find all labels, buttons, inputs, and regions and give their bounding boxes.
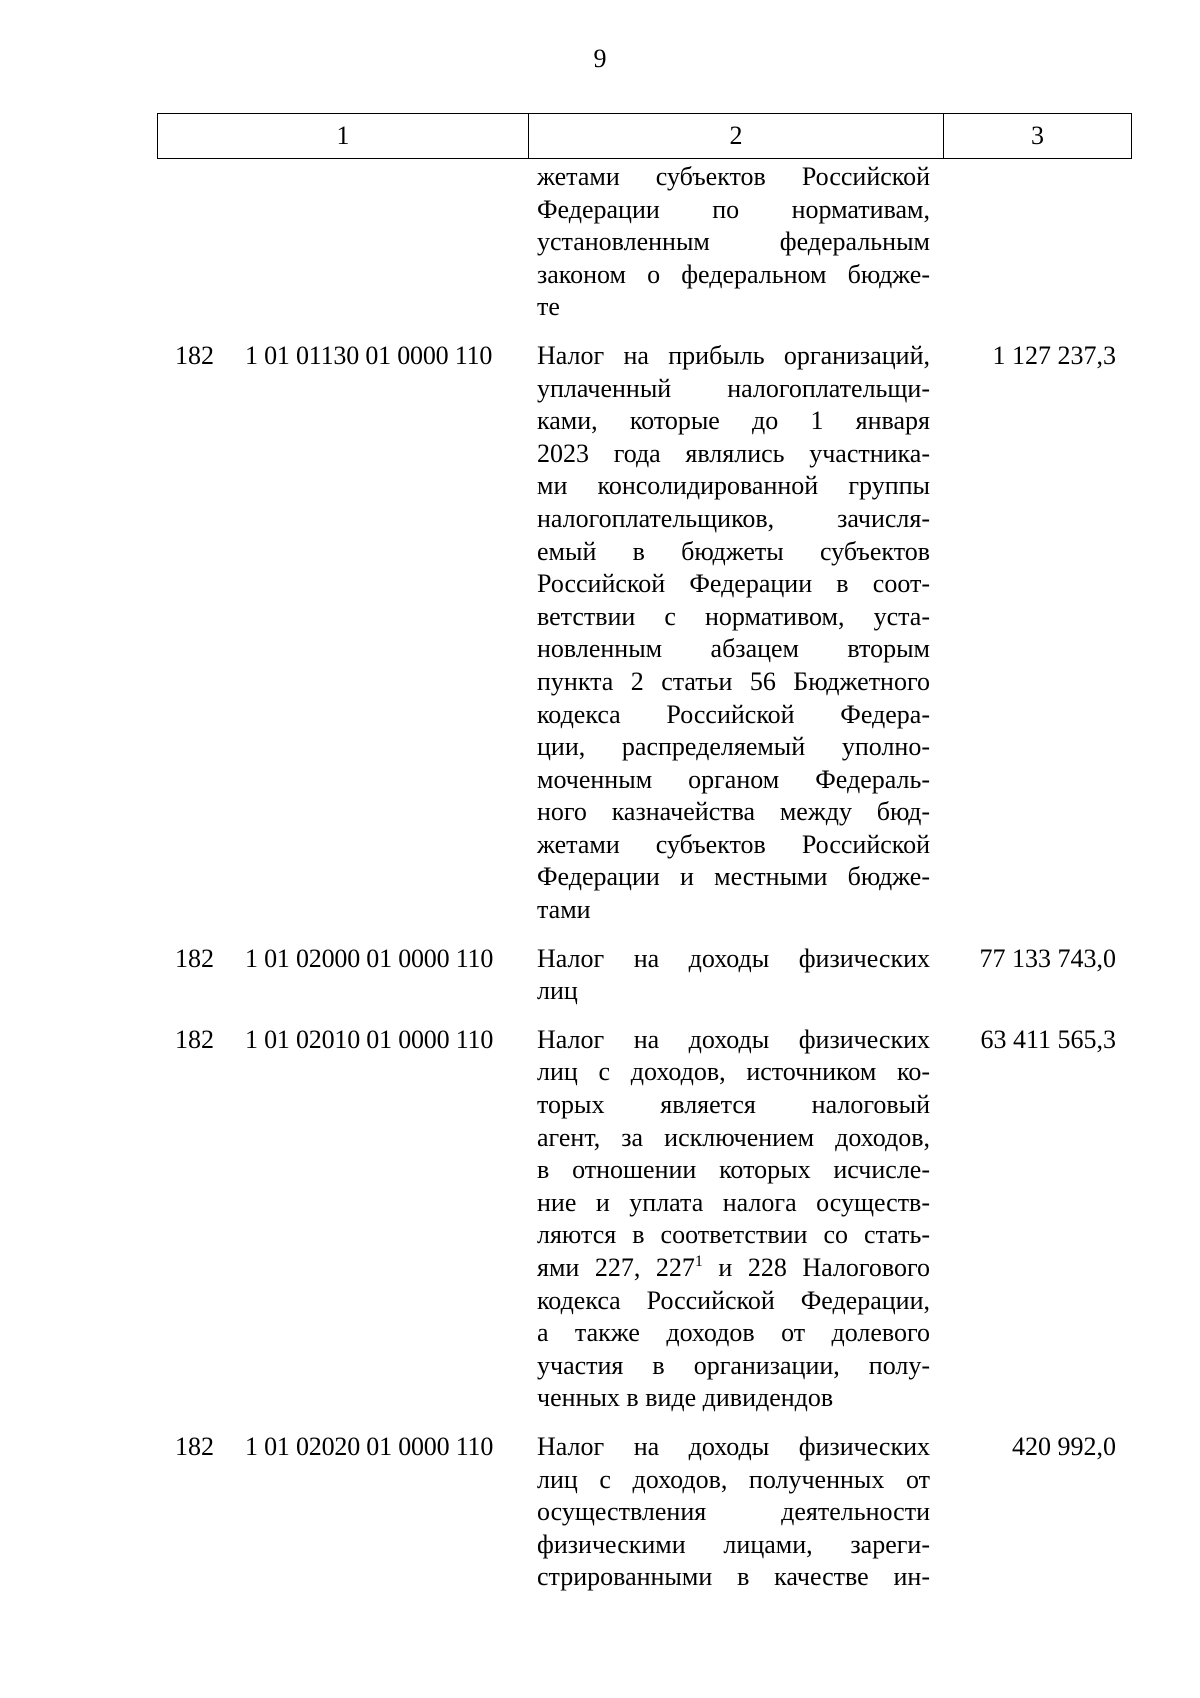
- text-line: тами: [537, 895, 591, 925]
- text-line: Федерации по нормативам,: [537, 194, 930, 224]
- budget-code: 1 01 02010 01 0000 110: [245, 1024, 494, 1054]
- text-line: кодекса Российской Федерации,: [537, 1285, 930, 1315]
- text-line: те: [537, 292, 560, 322]
- table-row: [157, 1431, 1128, 1594]
- row-name: [537, 943, 930, 1008]
- text-line-with-superscript: [537, 1252, 930, 1285]
- text-line: пункта 2 статьи 56 Бюджетного: [537, 666, 930, 696]
- text-line: уплаченный налогоплательщи-: [537, 373, 930, 403]
- text-line: осуществления деятельности: [537, 1497, 930, 1527]
- column-header-1: 1: [158, 114, 529, 159]
- text-line: лиц: [537, 976, 578, 1006]
- row-name: [537, 1431, 930, 1594]
- table-row: [157, 1024, 1128, 1415]
- text-line: ние и уплата налога осуществ-: [537, 1187, 930, 1217]
- admin-code: 182: [175, 1024, 214, 1054]
- text-line: жетами субъектов Российской: [537, 829, 930, 859]
- text-line: агент, за исключением доходов,: [537, 1122, 930, 1152]
- table-header: [157, 113, 1132, 159]
- table-row: [157, 340, 1128, 927]
- admin-code: 182: [175, 1431, 214, 1461]
- table-row: [157, 943, 1128, 1008]
- amount: 420 992,0: [1012, 1431, 1116, 1461]
- text-line: участия в организации, полу-: [537, 1350, 930, 1380]
- text-line: законом о федеральном бюдже-: [537, 259, 930, 289]
- text-line: Федерации и местными бюдже-: [537, 862, 930, 892]
- text-line: налогоплательщиков, зачисля-: [537, 503, 930, 533]
- text-line: ками, которые до 1 января: [537, 406, 930, 436]
- admin-code: 182: [175, 943, 214, 973]
- column-header-3: 3: [944, 114, 1132, 159]
- row-name: [537, 340, 930, 927]
- text-line: емый в бюджеты субъектов: [537, 536, 930, 566]
- budget-code: 1 01 02000 01 0000 110: [245, 943, 494, 973]
- budget-code: 1 01 02020 01 0000 110: [245, 1431, 494, 1461]
- text-line: новленным абзацем вторым: [537, 634, 930, 664]
- text-line: Налог на прибыль организаций,: [537, 340, 930, 370]
- text-line: кодекса Российской Федера-: [537, 699, 930, 729]
- amount: 63 411 565,3: [980, 1024, 1116, 1054]
- text-line: 2023 года являлись участника-: [537, 438, 930, 468]
- text-line: в отношении которых исчисле-: [537, 1155, 930, 1185]
- budget-code: 1 01 01130 01 0000 110: [245, 340, 493, 370]
- text-line: ного казначейства между бюд-: [537, 797, 930, 827]
- text-fragment: и 228 Налогового: [702, 1253, 930, 1282]
- amount: 77 133 743,0: [979, 943, 1116, 973]
- text-fragment: ями 227, 227: [537, 1253, 695, 1282]
- text-line: ветствии с нормативом, уста-: [537, 601, 930, 631]
- row-name: [537, 161, 930, 324]
- amount: 1 127 237,3: [992, 340, 1116, 370]
- table-row-continuation: [157, 161, 1128, 324]
- text-line: Налог на доходы физических: [537, 1024, 930, 1054]
- page-number: 9: [593, 44, 607, 73]
- text-line: ченных в виде дивидендов: [537, 1383, 834, 1413]
- text-line: жетами субъектов Российской: [537, 162, 930, 191]
- admin-code: 182: [175, 340, 214, 370]
- superscript-mark: 1: [694, 1253, 703, 1270]
- text-line: лиц с доходов, источником ко-: [537, 1057, 930, 1087]
- column-header-2: 2: [529, 114, 944, 159]
- text-line: торых является налоговый: [537, 1090, 930, 1120]
- text-line: ляются в соответствии со стать-: [537, 1220, 930, 1250]
- table-body: [157, 161, 1128, 1594]
- text-line: Налог на доходы физических: [537, 1431, 930, 1461]
- text-line: Налог на доходы физических: [537, 943, 930, 973]
- text-line: а также доходов от долевого: [537, 1318, 930, 1348]
- text-line: моченным органом Федераль-: [537, 764, 930, 794]
- text-line: стрированными в качестве ин-: [537, 1562, 930, 1592]
- text-line: ми консолидированной группы: [537, 471, 930, 501]
- text-line: ции, распределяемый уполно-: [537, 732, 930, 762]
- text-line: Российской Федерации в соот-: [537, 569, 930, 599]
- row-name: [537, 1024, 930, 1415]
- text-line: лиц с доходов, полученных от: [537, 1464, 930, 1494]
- text-line: установленным федеральным: [537, 227, 930, 257]
- text-line: физическими лицами, зареги-: [537, 1529, 930, 1559]
